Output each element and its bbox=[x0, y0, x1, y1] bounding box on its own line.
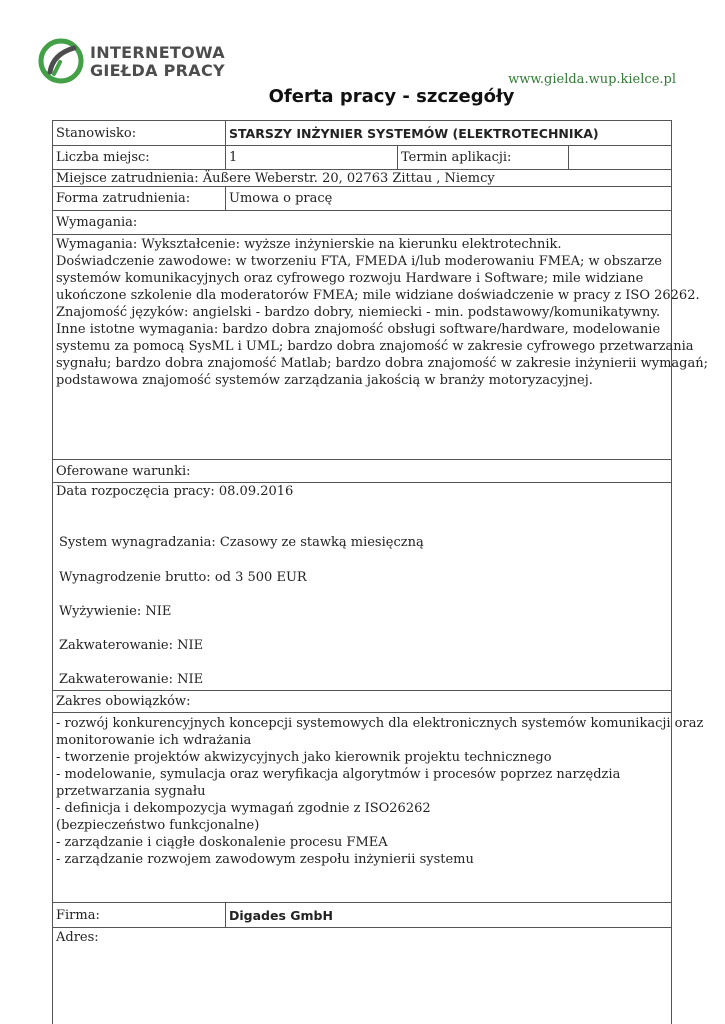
requirements-line: systemu za pomocą SysML i UML; bardzo dobra znajomość w zakresie cyfrowego przetwarzania bbox=[56, 339, 694, 354]
requirements-line: podstawowa znajomość systemów zarządzania jakością w branży motoryzacyjnej. bbox=[56, 373, 593, 388]
company-value: Digades GmbH bbox=[229, 908, 333, 923]
deadline-value bbox=[569, 146, 671, 169]
conditions-label: Oferowane warunki: bbox=[56, 464, 191, 479]
duties-line: - tworzenie projektów akwizycyjnych jako kierownik projektu technicznego bbox=[56, 750, 552, 765]
logo-text-line1: INTERNETOWA bbox=[90, 43, 225, 62]
duties-text bbox=[53, 714, 704, 869]
row-position bbox=[53, 121, 671, 146]
salary: Wynagrodzenie brutto: od 3 500 EUR bbox=[59, 570, 307, 585]
pay-system: System wynagradzania: Czasowy ze stawką miesięczną bbox=[59, 535, 424, 550]
accommodation: Zakwaterowanie: NIE bbox=[59, 672, 204, 687]
requirements-text bbox=[53, 235, 708, 390]
requirements-label: Wymagania: bbox=[56, 215, 138, 230]
row-requirements-body bbox=[53, 235, 708, 460]
row-form bbox=[53, 187, 671, 211]
row-duties-header bbox=[53, 691, 671, 713]
meals: Wyżywienie: NIE bbox=[59, 604, 172, 619]
row-duties-body bbox=[53, 713, 704, 903]
deadline-label: Termin aplikacji: bbox=[398, 146, 569, 169]
logo-emblem-icon bbox=[38, 38, 84, 84]
requirements-line: Inne istotne wymagania: bardzo dobra znajomość obsługi software/hardware, modelowanie bbox=[56, 322, 661, 337]
start-date: Data rozpoczęcia pracy: 08.09.2016 bbox=[56, 484, 294, 499]
row-conditions-header bbox=[53, 460, 671, 483]
requirements-line: systemów komunikacyjnych oraz cyfrowego rozwoju Hardware i Software; mile widziane bbox=[56, 271, 644, 286]
row-requirements-header bbox=[53, 211, 671, 235]
duties-line: (bezpieczeństwo funkcjonalne) bbox=[56, 818, 260, 833]
requirements-line: sygnału; bardzo dobra znajomość Matlab; bardzo dobra znajomość w zakresie inżynierii wymagań; bbox=[56, 356, 708, 371]
position-label: Stanowisko: bbox=[53, 121, 226, 145]
offer-table bbox=[52, 120, 708, 1024]
duties-line: monitorowanie ich wdrażania bbox=[56, 733, 252, 748]
row-place bbox=[53, 170, 671, 187]
row-conditions-body bbox=[53, 483, 671, 691]
logo bbox=[38, 36, 228, 88]
address-label: Adres: bbox=[56, 930, 99, 945]
seats-label: Liczba miejsc: bbox=[53, 146, 226, 169]
site-url-link[interactable]: www.gielda.wup.kielce.pl bbox=[508, 72, 676, 87]
company-label: Firma: bbox=[53, 903, 226, 927]
requirements-line: Wymagania: Wykształcenie: wyższe inżynierskie na kierunku elektrotechnik. bbox=[56, 237, 562, 252]
duties-label: Zakres obowiązków: bbox=[56, 694, 191, 709]
position-value: STARSZY INŻYNIER SYSTEMÓW (ELEKTROTECHNIKA) bbox=[229, 126, 599, 141]
row-seats bbox=[53, 146, 671, 170]
row-company bbox=[53, 903, 671, 928]
requirements-line: ukończone szkolenie dla moderatorów FMEA; mile widziane doświadczenie w pracy z ISO 26262. bbox=[56, 288, 700, 303]
requirements-line: Znajomość języków: angielski - bardzo dobry, niemiecki - min. podstawowy/komunikatywny. bbox=[56, 305, 661, 320]
duties-line: - definicja i dekompozycja wymagań zgodnie z ISO26262 bbox=[56, 801, 431, 816]
form-label: Forma zatrudnienia: bbox=[53, 187, 226, 210]
duties-line: - rozwój konkurencyjnych koncepcji systemowych dla elektronicznych systemów komunikacji oraz bbox=[56, 716, 704, 731]
logo-text-line2: GIEŁDA PRACY bbox=[90, 61, 225, 80]
duties-line: - zarządzanie i ciągłe doskonalenie procesu FMEA bbox=[56, 835, 388, 850]
requirements-line: Doświadczenie zawodowe: w tworzeniu FTA, FMEDA i/lub moderowaniu FMEA; w obszarze bbox=[56, 254, 662, 269]
duties-line: - modelowanie, symulacja oraz weryfikacja algorytmów i procesów poprzez narzędzia bbox=[56, 767, 621, 782]
seats-value: 1 bbox=[226, 146, 398, 169]
accommodation: Zakwaterowanie: NIE bbox=[59, 638, 204, 653]
form-value: Umowa o pracę bbox=[229, 191, 333, 206]
place-text: Miejsce zatrudnienia: Äußere Weberstr. 20, 02763 Zittau , Niemcy bbox=[56, 171, 495, 186]
duties-line: przetwarzania sygnału bbox=[56, 784, 206, 799]
page-title: Oferta pracy - szczegóły bbox=[268, 86, 515, 107]
duties-line: - zarządzanie rozwojem zawodowym zespołu inżynierii systemu bbox=[56, 852, 474, 867]
